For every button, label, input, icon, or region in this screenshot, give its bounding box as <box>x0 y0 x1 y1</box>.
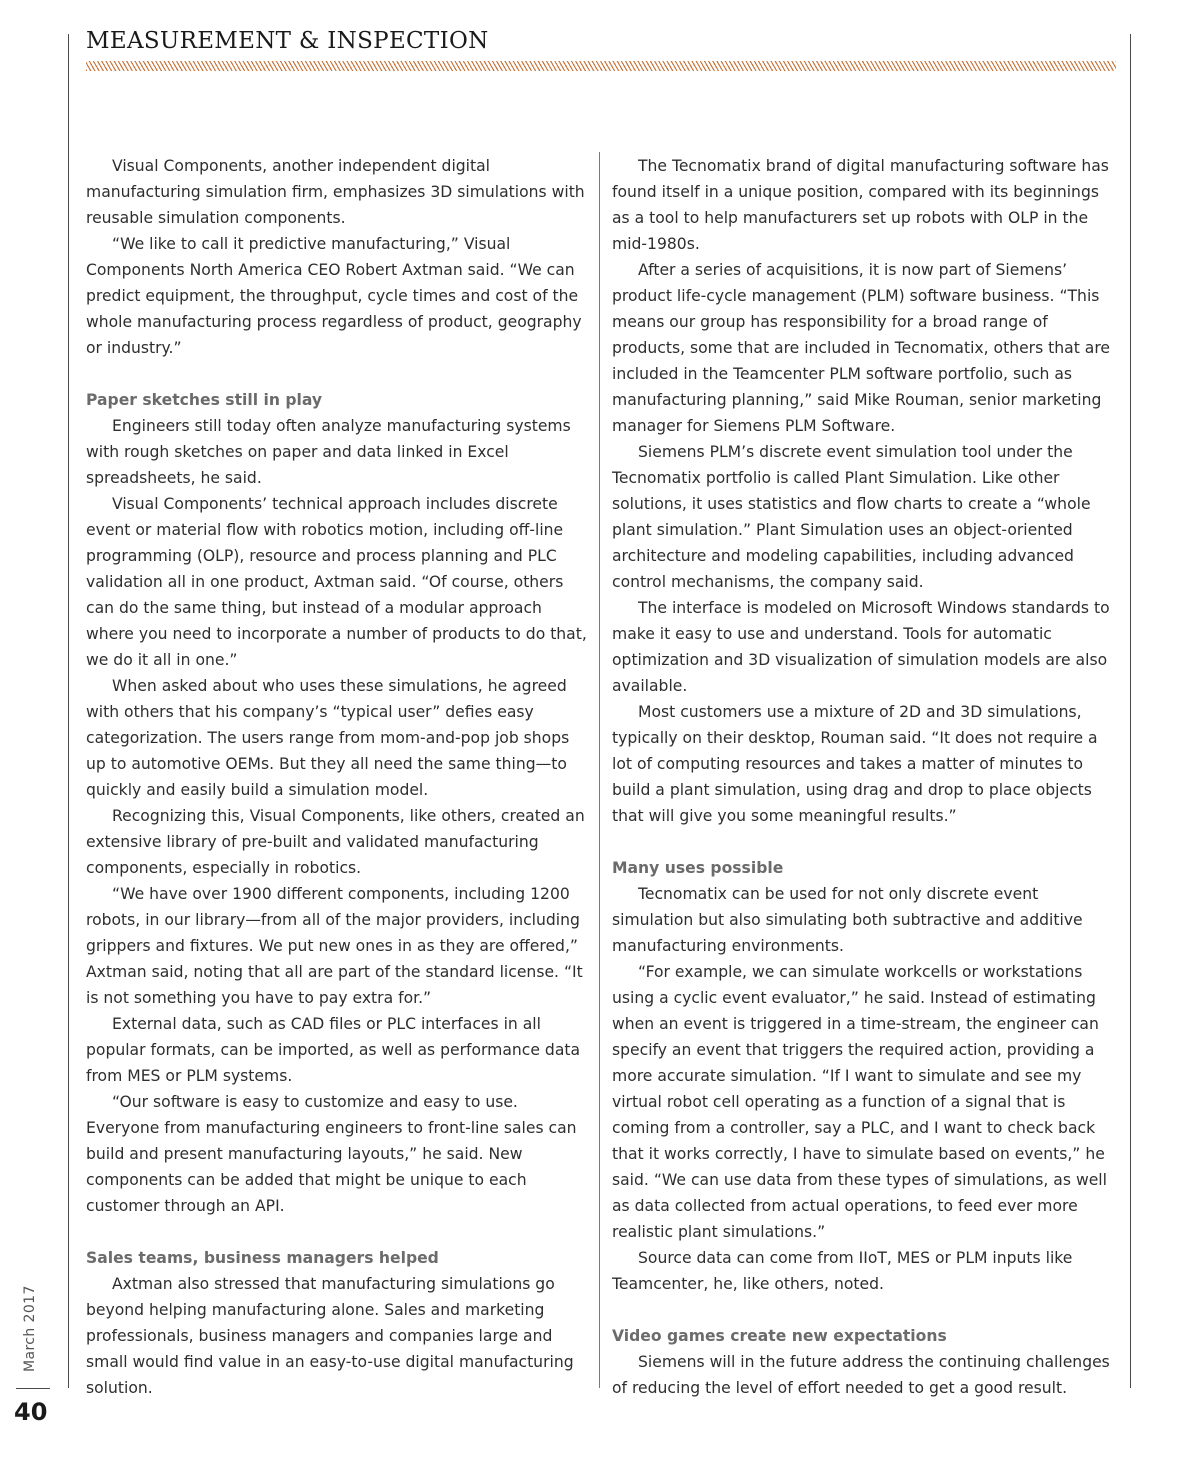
section-title: MEASUREMENT & INSPECTION <box>86 28 489 54</box>
subheading: Video games create new expectations <box>612 1327 947 1345</box>
paragraph: “We have over 1900 different components, including 1200 robots, in our library—from all of the major providers, including grippers and fixtures. We put new ones in as they are offered,” Axtman said, noting that all are part of the standard license. “It is not something you have to pay extra for.” <box>86 885 583 1007</box>
paragraph: Visual Components, another independent digital manufacturing simulation firm, emphasizes 3D simulations with reusable simulation components. <box>86 157 585 227</box>
folio-rule <box>16 1388 50 1389</box>
paragraph: When asked about who uses these simulations, he agreed with others that his company’s “typical user” defies easy categorization. The users range from mom-and-pop job shops up to automotive OEMs. But they all need the same thing—to quickly and easily build a simulation model. <box>86 677 570 799</box>
paragraph: Siemens PLM’s discrete event simulation tool under the Tecnomatix portfolio is called Plant Simulation. Like other solutions, it uses statistics and flow charts to create a “whole plant simulation.” Plant Simulation uses an object-oriented architecture and modeling capabilities, including advanced control mechanisms, the company said. <box>612 443 1091 591</box>
subheading: Sales teams, business managers helped <box>86 1249 439 1267</box>
paragraph: “Our software is easy to customize and easy to use. Everyone from manufacturing engineers to front-line sales can build and present manufacturing layouts,” he said. New components can be added that might be unique to each customer through an API. <box>86 1093 577 1215</box>
paragraph: Siemens will in the future address the continuing challenges of reducing the level of effort needed to get a good result. <box>612 1353 1110 1397</box>
article-column-left <box>86 153 590 1401</box>
issue-date: March 2017 <box>22 1285 38 1372</box>
paragraph: External data, such as CAD files or PLC interfaces in all popular formats, can be imported, as well as performance data from MES or PLM systems. <box>86 1015 581 1085</box>
subheading: Many uses possible <box>612 859 784 877</box>
paragraph: Axtman also stressed that manufacturing simulations go beyond helping manufacturing alone. Sales and marketing professionals, business managers and companies large and small would find value in an easy-to-use digital manufacturing solution. <box>86 1275 574 1397</box>
right-border-rule <box>1130 34 1131 1388</box>
column-divider <box>599 152 600 1388</box>
paragraph: Tecnomatix can be used for not only discrete event simulation but also simulating both subtractive and additive manufacturing environments. <box>612 885 1083 955</box>
paragraph: Recognizing this, Visual Components, like others, created an extensive library of pre-built and validated manufacturing components, especially in robotics. <box>86 807 585 877</box>
article-column-right <box>612 153 1116 1401</box>
subheading: Paper sketches still in play <box>86 391 323 409</box>
paragraph: Source data can come from IIoT, MES or PLM inputs like Teamcenter, he, like others, noted. <box>612 1249 1073 1293</box>
paragraph: The interface is modeled on Microsoft Windows standards to make it easy to use and understand. Tools for automatic optimization and 3D visualization of simulation models are also available. <box>612 599 1110 695</box>
paragraph: After a series of acquisitions, it is now part of Siemens’ product life-cycle management (PLM) software business. “This means our group has responsibility for a broad range of products, some that are included in Tecnomatix, others that are included in the Teamcenter PLM software portfolio, such as manufacturing planning,” said Mike Rouman, senior marketing manager for Siemens PLM Software. <box>612 261 1111 435</box>
paragraph: The Tecnomatix brand of digital manufacturing software has found itself in a unique position, compared with its beginnings as a tool to help manufacturers set up robots with OLP in the mid-1980s. <box>612 157 1109 253</box>
paragraph: Visual Components’ technical approach includes discrete event or material flow with robotics motion, including off-line programming (OLP), resource and process planning and PLC validation all in one product, Axtman said. “Of course, others can do the same thing, but instead of a modular approach where you need to incorporate a number of products to do that, we do it all in one.” <box>86 495 587 669</box>
hatched-divider <box>86 61 1116 71</box>
paragraph: “For example, we can simulate workcells or workstations using a cyclic event evaluator,” he said. Instead of estimating when an event is triggered in a time-stream, the engineer can specify an event that triggers the required action, providing a more accurate simulation. “If I want to simulate and see my virtual robot cell operating as a function of a signal that is coming from a controller, say a PLC, and I want to check back that it works correctly, I have to simulate based on events,” he said. “We can use data from these types of simulations, as well as data collected from actual operations, to feed ever more realistic plant simulations.” <box>612 963 1107 1241</box>
left-border-rule <box>68 34 69 1388</box>
paragraph: “We like to call it predictive manufacturing,” Visual Components North America CEO Robert Axtman said. “We can predict equipment, the throughput, cycle times and cost of the whole manufacturing process regardless of product, geography or industry.” <box>86 235 582 357</box>
page-number: 40 <box>14 1398 48 1426</box>
paragraph: Most customers use a mixture of 2D and 3D simulations, typically on their desktop, Rouman said. “It does not require a lot of computing resources and takes a matter of minutes to build a plant simulation, using drag and drop to place objects that will give you some meaningful results.” <box>612 703 1098 825</box>
paragraph: Engineers still today often analyze manufacturing systems with rough sketches on paper and data linked in Excel spreadsheets, he said. <box>86 417 571 487</box>
